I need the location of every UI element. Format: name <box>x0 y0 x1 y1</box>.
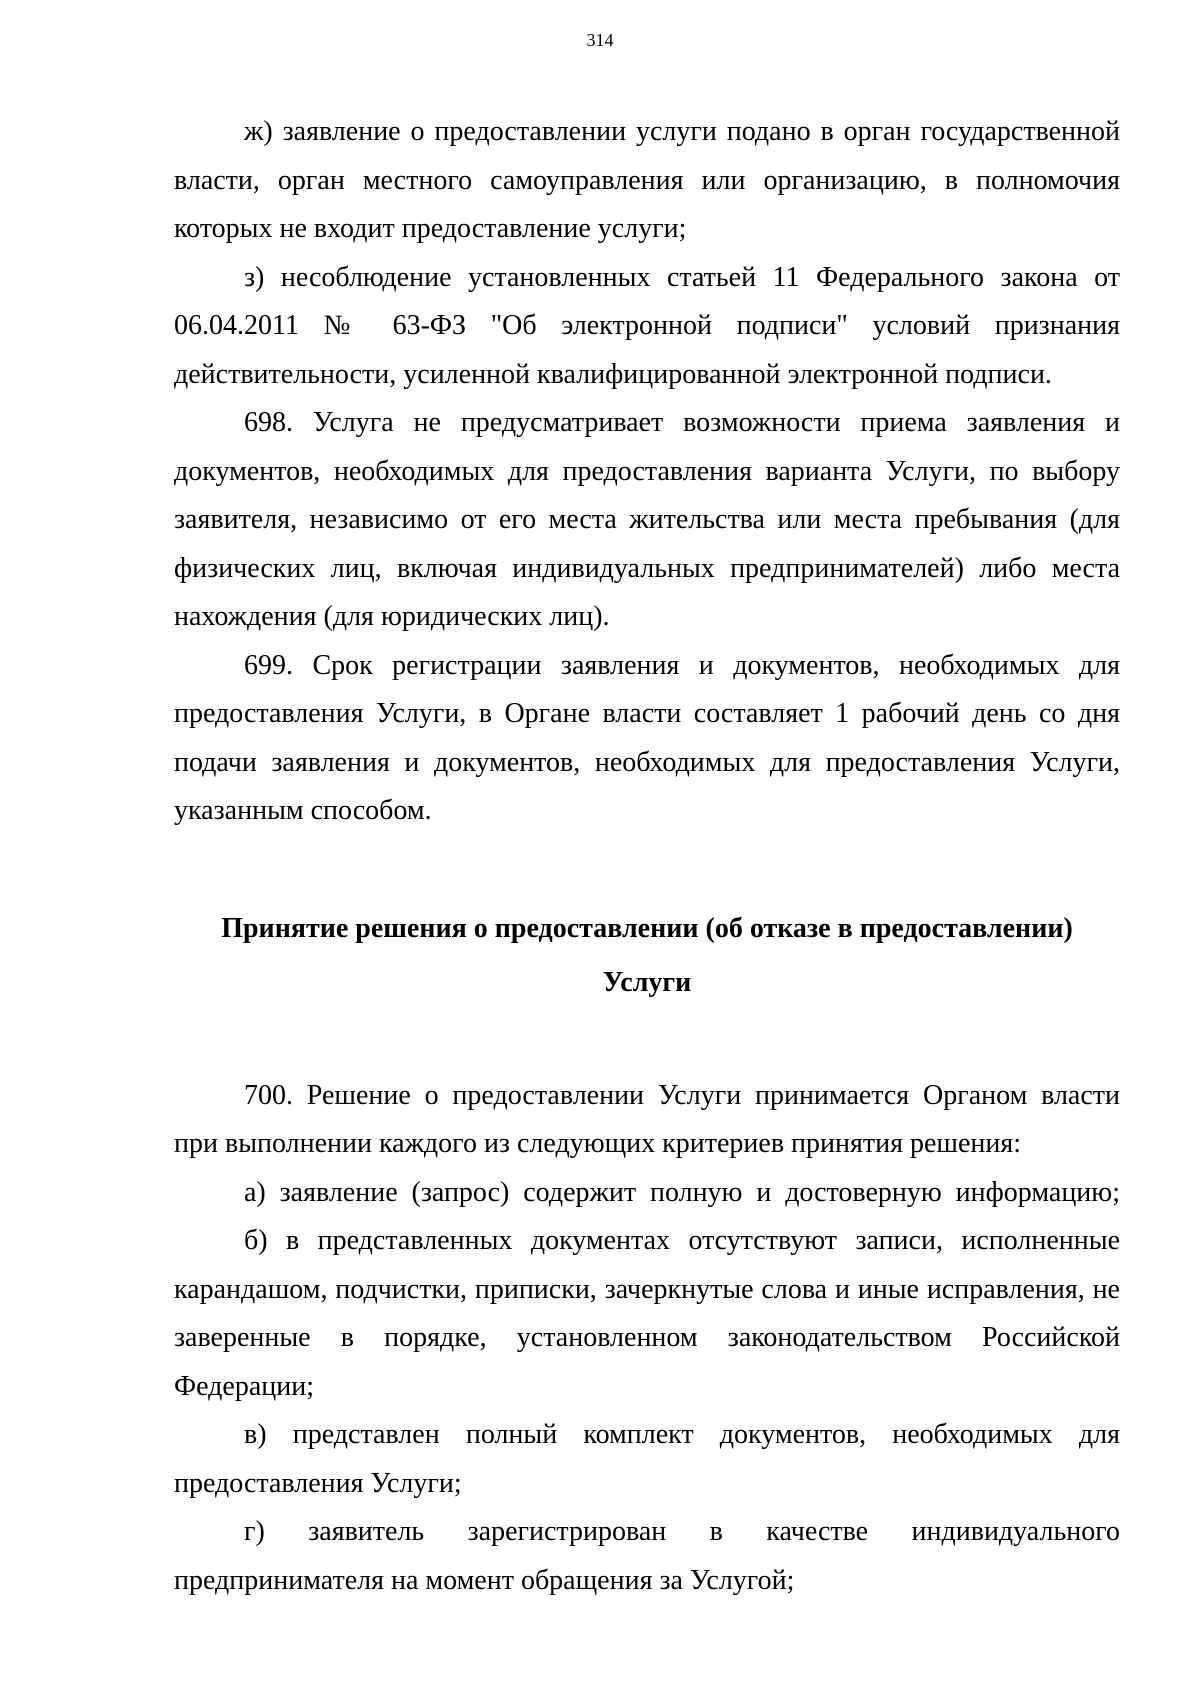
criterion-a: а) заявление (запрос) содержит полную и достоверную информацию; <box>244 1176 1120 1208</box>
paragraph-z: з) несоблюдение установленных статьей 11 Федерального закона от 06.04.2011 № 63-ФЗ "Об электронной подписи" условий признания действительности, усиленной квалифицированной электронной подписи. <box>174 261 1120 390</box>
paragraph-zh: ж) заявление о предоставлении услуги подано в орган государственной власти, орган местного самоуправления или организацию, в полномочия которых не входит предоставление услуги; <box>174 116 1120 244</box>
criterion-v: в) представлен полный комплект документов, необходимых для предоставления Услуги; <box>174 1419 1120 1499</box>
section-heading: Принятие решения о предоставлении (об отказе в предоставлении) Услуги <box>221 912 1073 998</box>
criterion-g: г) заявитель зарегистрирован в качестве индивидуального предпринимателя на момент обращения за Услугой; <box>174 1516 1120 1596</box>
criterion-b: б) в представленных документах отсутствуют записи, исполненные карандашом, подчистки, приписки, зачеркнутые слова и иные исправления, не заверенные в порядке, установленном законодательством Российской Федерации; <box>174 1225 1120 1402</box>
document-body <box>174 108 1120 1605</box>
paragraph-700: 700. Решение о предоставлении Услуги принимается Органом власти при выполнении каждого из следующих критериев принятия решения: <box>174 1079 1120 1159</box>
page-number: 314 <box>586 30 614 50</box>
paragraph-698: 698. Услуга не предусматривает возможности приема заявления и документов, необходимых для предоставления варианта Услуги, по выбору заявителя, независимо от его места жительства или места пребывания (для физических лиц, включая индивидуальных предпринимателей) либо места нахождения (для юридических лиц). <box>174 407 1120 632</box>
paragraph-699: 699. Срок регистрации заявления и документов, необходимых для предоставления Услуги, в Органе власти составляет 1 рабочий день со дня подачи заявления и документов, необходимых для предоставления Услуги, указанным способом. <box>174 649 1120 826</box>
